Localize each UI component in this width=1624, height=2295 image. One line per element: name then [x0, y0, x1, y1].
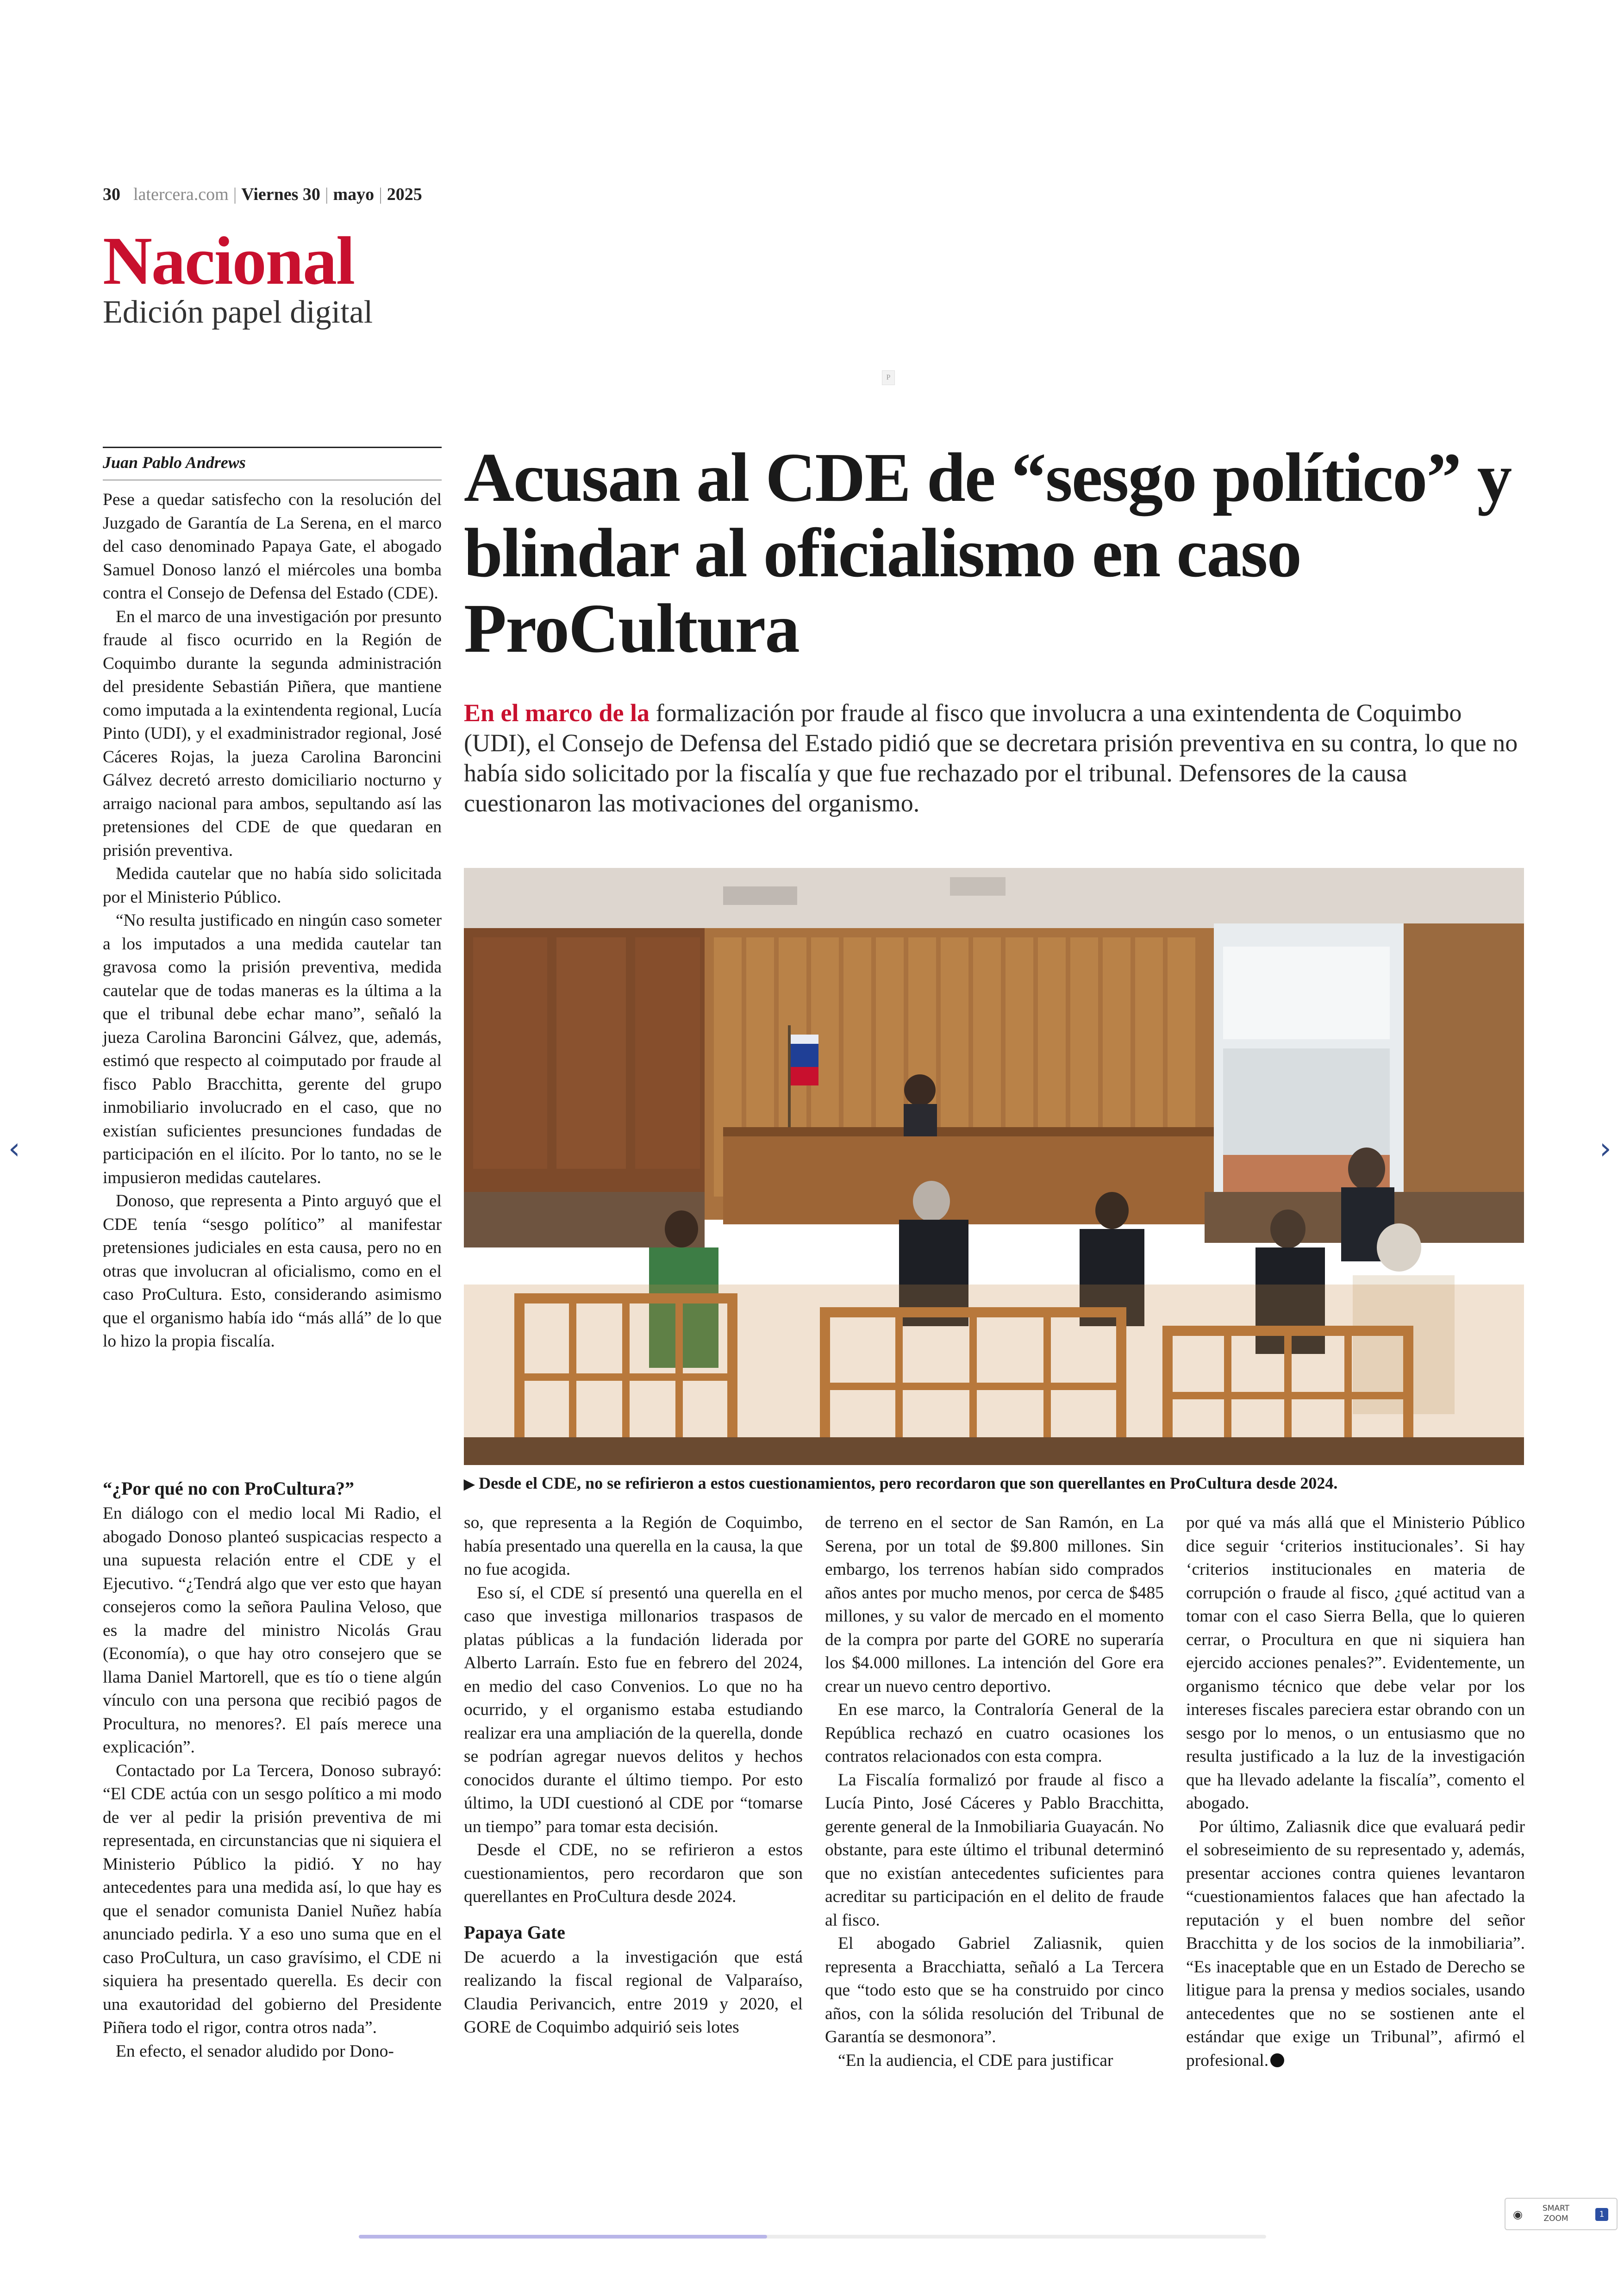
paragraph: La Fiscalía formalizó por fraude al fisco a Lucía Pinto, José Cáceres y Pablo Bracchitta, gerente general de la Inmobiliaria Guayacán. No obstante, para este último el tribunal determinó que no existían antecedentes suficientes para acreditar su participación en el delito de fraude al fisco.	[825, 1770, 1164, 1930]
subheading: Papaya Gate	[464, 1921, 565, 1943]
deck	[464, 698, 1529, 818]
page-number: 30	[103, 185, 120, 204]
byline-rule	[103, 447, 442, 448]
date-year: 2025	[387, 185, 422, 204]
courtroom-illustration	[464, 868, 1524, 1465]
paragraph: En diálogo con el medio local Mi Radio, el abogado Donoso planteó suspicacias respecto a una supuesta relación entre el CDE y el Ejecutivo. “¿Tendrá algo que ver esto que hayan consejeros como la señora Paulina Veloso, que es la madre del ministro Nicolás Grau (Economía), o que hay otro consejero que se llama Daniel Martorell, que es tío o tiene algún vínculo con una persona que recibió pagos de Procultura, no menores?. El país merece una explicación”.	[103, 1504, 442, 1757]
paragraph: de terreno en el sector de San Ramón, en La Serena, por un total de $9.800 millones. Sin embargo, los terrenos habían sido comprados años antes por mucho menos, por cerca de $485 millones, y su valor de mercado en el momento de la compra por parte del GORE no superaría los $4.000 millones. La intención del Gore era crear un nuevo centro deportivo.	[825, 1513, 1164, 1696]
paragraph: “En la audiencia, el CDE para justificar	[838, 2051, 1113, 2070]
deck-lead: En el marco de la	[464, 699, 650, 727]
caption-arrow-icon: ▶	[464, 1477, 475, 1492]
eye-icon: ◉	[1513, 2208, 1523, 2221]
section-title: Nacional	[103, 223, 355, 299]
paragraph: En ese marco, la Contraloría General de la República rechazó en cuatro ocasiones los contratos relacionados con esta compra.	[825, 1700, 1164, 1766]
paragraph: El abogado Gabriel Zaliasnik, quien representa a Bracchiatta, señaló a La Tercera que “todo esto que se ha construido por cinco años, con la sólida resolución del Tribunal de Garantía se desmonora”.	[825, 1934, 1164, 2046]
date-weekday: Viernes 30	[241, 185, 320, 204]
subheading: “¿Por qué no con ProCultura?”	[103, 1478, 354, 1499]
body-column-3	[825, 1511, 1164, 2072]
body-column-2	[464, 1511, 803, 2039]
edition-label: Edición papel digital	[103, 294, 373, 330]
prev-page-icon[interactable]: ‹	[8, 1132, 20, 1166]
end-mark-icon	[1270, 2053, 1284, 2067]
paragraph	[1186, 1815, 1525, 2073]
paragraph: so, que representa a la Región de Coquimbo, había presentado una querella en la causa, la que no fue acogida.	[464, 1513, 803, 1579]
paragraph: Pese a quedar satisfecho con la resolución del Juzgado de Garantía de La Serena, en el marco del caso denominado Papaya Gate, el abogado Samuel Donoso lanzó el miércoles una bomba contra el Consejo de Defensa del Estado (CDE).	[103, 490, 442, 603]
date-month: mayo	[333, 185, 375, 204]
zoom-label-2: ZOOM	[1543, 2214, 1568, 2223]
body-column-left-bottom	[103, 1465, 442, 2063]
paragraph: “No resulta justificado en ningún caso someter a los imputados a una medida cautelar tan gravosa como la prisión preventiva, medida cautelar que de todas maneras es la última a la que el tribunal debe echar mano”, señaló la jueza Carolina Baroncini Gálvez, que, además, estimó que respecto al coimputado por fraude al fisco Pablo Bracchitta, gerente del grupo inmobiliario involucrado en el caso, que no existían suficientes presunciones fundadas de participación en el ilícito. Por lo tanto, no se le impusieron medidas cautelares.	[103, 911, 442, 1187]
paragraph: Desde el CDE, no se refirieron a estos cuestionamientos, pero recordaron que son querellantes en ProCultura desde 2024.	[464, 1840, 803, 1906]
paragraph-text: Por último, Zaliasnik dice que evaluará pedir el sobreseimiento de su representado y, además, presentar acciones contra quienes levantaron “cuestionamientos falaces que han afectado la reputación y el buen nombre del señor Bracchitta y de los socios de la inmobiliaria”. “Es inaceptable que en un Estado de Derecho se litigue para la prensa y medios sociales, usando antecedentes que no se sostienen ante el estándar que exige un Tribunal”, afirmó el profesional.	[1186, 1817, 1525, 2070]
paragraph: En efecto, el senador aludido por Dono-	[116, 2041, 394, 2061]
smart-zoom-button[interactable]	[1505, 2198, 1618, 2230]
body-column-left-top	[103, 488, 442, 1353]
body-column-4	[1186, 1511, 1525, 2072]
paragraph: En el marco de una investigación por presunto fraude al fisco ocurrido en la Región de Coquimbo durante la segunda administración del presidente Sebastián Piñera, que mantiene como imputada a la exintendenta regional, Lucía Pinto (UDI), y el exadministrador regional, José Cáceres Rojas, la jueza Carolina Baroncini Gálvez decretó arresto domiciliario nocturno y arraigo nacional para ambos, sepultando así las pretensiones del CDE de que quedaran en prisión preventiva.	[103, 607, 442, 860]
courtroom-photo	[464, 868, 1524, 1465]
paragraph: Medida cautelar que no había sido solicitada por el Ministerio Público.	[103, 864, 442, 907]
page-progress-bar[interactable]	[359, 2235, 1266, 2239]
next-page-icon[interactable]: ›	[1599, 1132, 1612, 1166]
paragraph: De acuerdo a la investigación que está realizando la fiscal regional de Valparaíso, Claudia Perivancich, entre 2019 y 2020, el GORE de Coquimbo adquirió seis lotes	[464, 1947, 803, 2037]
page-marker[interactable]: P	[882, 370, 895, 385]
progress-fill	[359, 2235, 767, 2239]
zoom-count-badge: 1	[1595, 2208, 1608, 2221]
byline: Juan Pablo Andrews	[103, 453, 246, 472]
paragraph: Eso sí, el CDE sí presentó una querella en el caso que investiga millonarios traspasos de platas públicas a la fundación liderada por Alberto Larraín. Esto fue en febrero del 2024, en medio del caso Convenios. Lo que no ha ocurrido, y el organismo estaba estudiando realizar era una ampliación de la querella, donde se podrían agregar nuevos delitos y hechos conocidos durante el último tiempo. Por esto último, la UDI cuestionó al CDE por “tomarse un tiempo” para tomar esta decisión.	[464, 1583, 803, 1836]
zoom-label-1: SMART	[1543, 2204, 1570, 2213]
masthead-line: 30 latercera.com | Viernes 30 | mayo | 2025	[103, 185, 422, 204]
site-name: latercera.com	[133, 185, 229, 204]
paragraph: Contactado por La Tercera, Donoso subrayó: “El CDE actúa con un sesgo político a mi modo de ver al pedir la prisión preventiva de mi representada, en circunstancias que ni siquiera el Ministerio Público la pidió. Y no hay antecedentes para una medida así, lo que hay es que el senador comunista Daniel Nuñez había anunciado pedirla. Y a eso uno suma que en el caso ProCultura, un caso gravísimo, el CDE ni siquiera ha presentado querella. Es decir con una exautoridad del gobierno del Presidente Piñera todo el rigor, contra otros nada”.	[103, 1761, 442, 2037]
deck-text: formalización por fraude al fisco que involucra a una exintendenta de Coquimbo (UDI), el Consejo de Defensa del Estado pidió que se decretara prisión preventiva en su contra, lo que no había sido solicitado por la fiscalía y que fue rechazado por el tribunal. Defensores de la causa cuestionaron las motivaciones del organismo.	[464, 699, 1518, 817]
paragraph: Donoso, que representa a Pinto arguyó que el CDE tenía “sesgo político” al manifestar pretensiones judiciales en esta causa, pero no en otras que involucran al oficialismo, como en el caso ProCultura. Esto, considerando asimismo que el organismo había ido “más allá” de lo que lo hizo la propia fiscalía.	[103, 1191, 442, 1351]
photo-caption	[464, 1473, 1529, 1495]
headline: Acusan al CDE de “sesgo político” y blindar al oficialismo en caso ProCultura	[464, 438, 1512, 667]
paragraph: por qué va más allá que el Ministerio Público dice seguir ‘criterios institucionales’. Si hay ‘criterios institucionales en materia de corrupción o fraude al fisco, ¿qué actitud van a tomar con el caso Sierra Bella, que lo quieren cerrar, o Procultura en que ni siquiera han ejercido acciones penales?”. Evidentemente, un organismo técnico que debe velar por los intereses fiscales pareciera estar obrando con un sesgo por lo menos, o un entusiasmo que no resulta justificado a la luz de la investigación que ha llevado adelante la fiscalía”, comento el abogado.	[1186, 1513, 1525, 1813]
caption-text: Desde el CDE, no se refirieron a estos cuestionamientos, pero recordaron que son querellantes en ProCultura desde 2024.	[479, 1474, 1338, 1492]
